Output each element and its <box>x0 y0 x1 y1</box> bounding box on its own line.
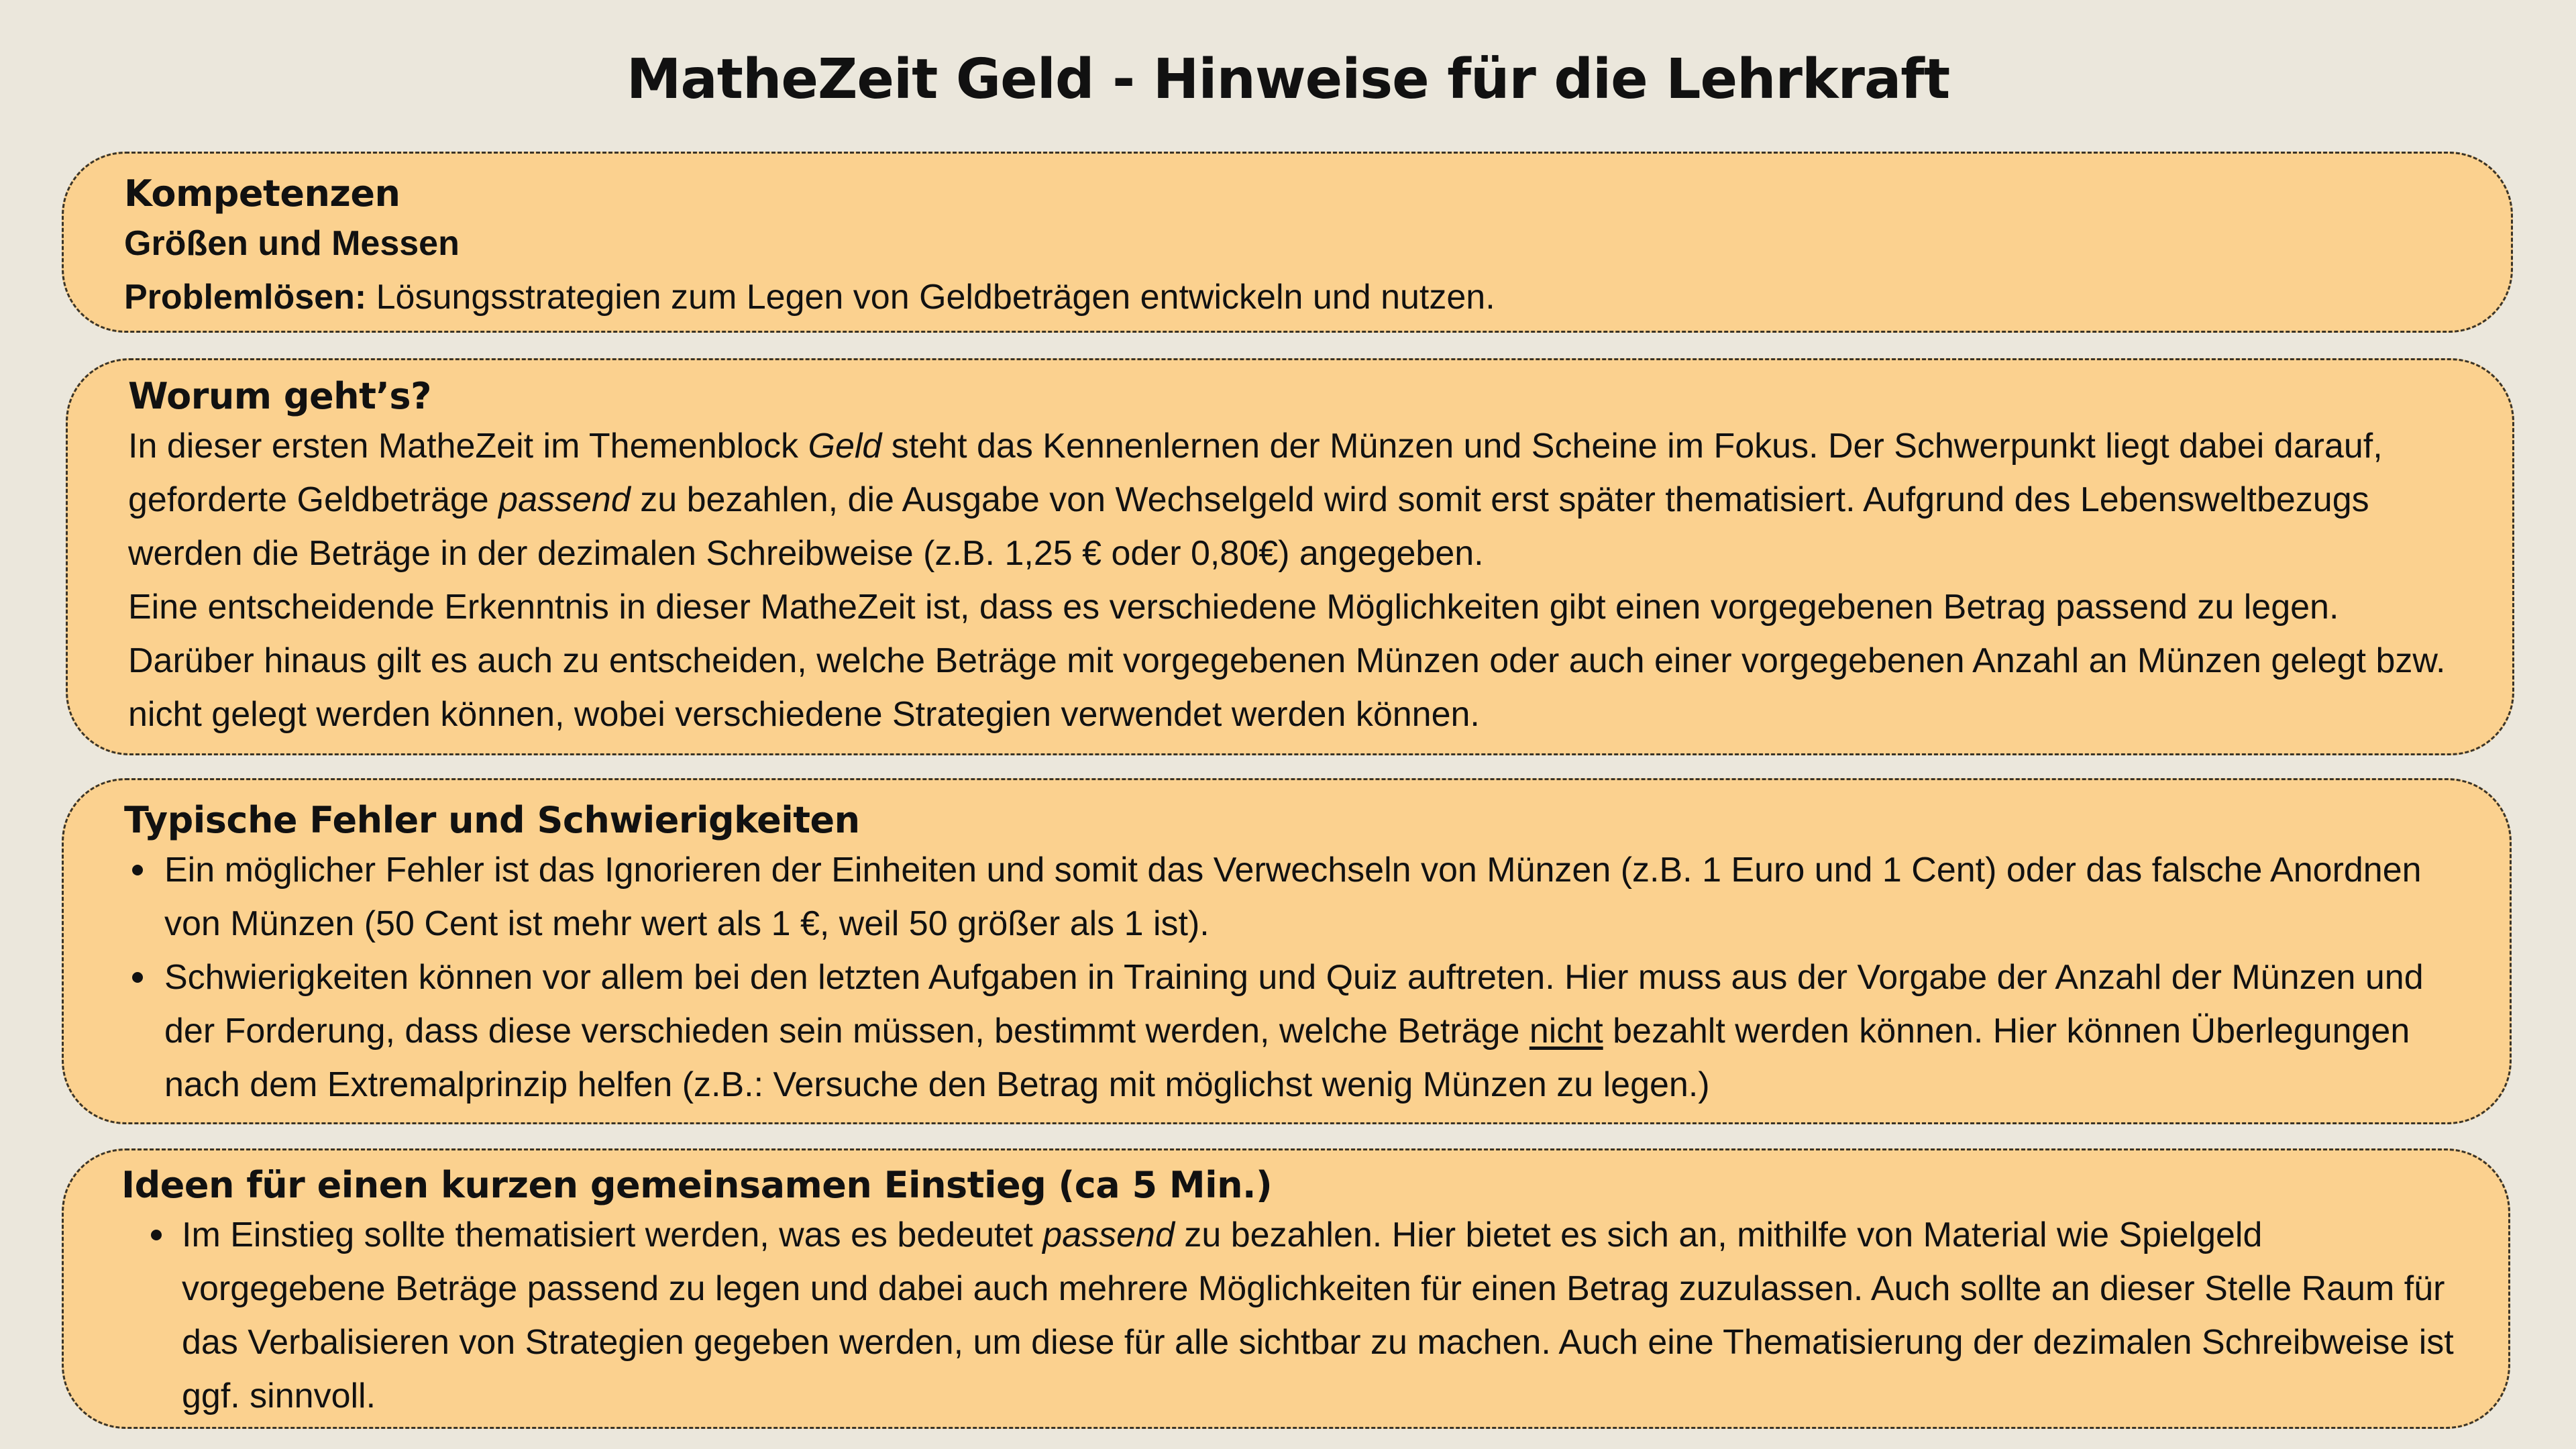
bullet-dot-icon <box>132 972 143 983</box>
worum-p1-part-a: In dieser ersten MatheZeit im Themenblock <box>128 426 808 466</box>
list-item <box>124 843 2469 951</box>
worum-paragraph-1 <box>128 419 2472 580</box>
worum-paragraph-2: Eine entscheidende Erkenntnis in dieser MatheZeit ist, dass es verschiedene Möglichkeiten gibt einen vorgegebenen Betrag passend zu legen. Darüber hinaus gilt es auch zu entscheiden, welche Beträge mit vorgegebenen Münzen oder auch einer vorgegebenen Anzahl an Münzen gelegt bzw. nicht gelegt werden können, wobei verschiedene Strategien verwendet werden können. <box>128 587 2446 734</box>
ideen-bullet-1-emphasis-passend: passend <box>1042 1215 1175 1254</box>
ideen-box <box>62 1148 2510 1429</box>
fehler-box <box>62 778 2512 1124</box>
list-item <box>124 1208 2468 1423</box>
kompetenzen-heading: Kompetenzen <box>124 172 400 215</box>
worum-p1-part-b: steht das Kennenlernen der Münzen und Scheine im Fokus. Der Schwerpunkt liegt dabei darauf, geforderte Geldbeträge <box>128 426 2383 519</box>
bullet-dot-icon <box>132 865 143 875</box>
worum-p1-emphasis-geld: Geld <box>808 426 882 466</box>
worum-p1-part-c: zu bezahlen, die Ausgabe von Wechselgeld wird somit erst später thematisiert. Aufgrund des Lebensweltbezugs werden die Beträge in der dezimalen Schreibweise (z.B. 1,25 € oder 0,80€) angegeben. <box>128 480 2369 573</box>
problemloesen-text: Lösungsstrategien zum Legen von Geldbeträgen entwickeln und nutzen. <box>366 277 1495 317</box>
kompetenzen-box <box>62 152 2513 333</box>
fehler-bullet-2-underline-nicht: nicht <box>1529 1011 1603 1051</box>
worum-box <box>66 358 2514 755</box>
fehler-bullet-1-text: Ein möglicher Fehler ist das Ignorieren der Einheiten und somit das Verwechseln von Münzen (z.B. 1 Euro und 1 Cent) oder das falsche Anordnen von Münzen (50 Cent ist mehr wert als 1 €, weil 50 größer als 1 ist). <box>164 850 2422 943</box>
bullet-dot-icon <box>151 1230 162 1240</box>
ideen-bullet-1-part-b: zu bezahlen. Hier bietet es sich an, mithilfe von Material wie Spielgeld vorgegebene Beträge passend zu legen und dabei auch mehrere Möglichkeiten für einen Betrag zuzulassen. Auch sollte an dieser Stelle Raum für das Verbalisieren von Strategien gegeben werden, um diese für alle sichtbar zu machen. Auch eine Thematisierung der dezimalen Schreibweise ist ggf. sinnvoll. <box>182 1215 2454 1415</box>
worum-heading: Worum geht’s? <box>128 375 431 417</box>
ideen-heading: Ideen für einen kurzen gemeinsamen Einstieg (ca 5 Min.) <box>121 1164 1273 1206</box>
fehler-heading: Typische Fehler und Schwierigkeiten <box>124 799 860 841</box>
page-title: MatheZeit Geld - Hinweise für die Lehrkraft <box>626 48 1950 111</box>
list-item <box>124 951 2469 1112</box>
worum-p1-emphasis-passend: passend <box>498 480 631 519</box>
kompetenzen-groessen-und-messen: Größen und Messen <box>124 223 460 263</box>
fehler-bullet-2-part-a: Schwierigkeiten können vor allem bei den letzten Aufgaben in Training und Quiz auftreten. Hier muss aus der Vorgabe der Anzahl der Münzen und der Forderung, dass diese verschieden sein müssen, bestimmt werden, welche Beträge <box>164 957 2424 1051</box>
fehler-list <box>124 843 2469 1112</box>
kompetenzen-problemloesen <box>124 270 2471 324</box>
ideen-list <box>124 1208 2468 1423</box>
problemloesen-label: Problemlösen: <box>124 277 367 317</box>
fehler-bullet-2-part-b: bezahlt werden können. Hier können Überlegungen nach dem Extremalprinzip helfen (z.B.: Versuche den Betrag mit möglichst wenig Münzen zu legen.) <box>164 1011 2410 1104</box>
ideen-bullet-1-part-a: Im Einstieg sollte thematisiert werden, was es bedeutet <box>182 1215 1043 1254</box>
